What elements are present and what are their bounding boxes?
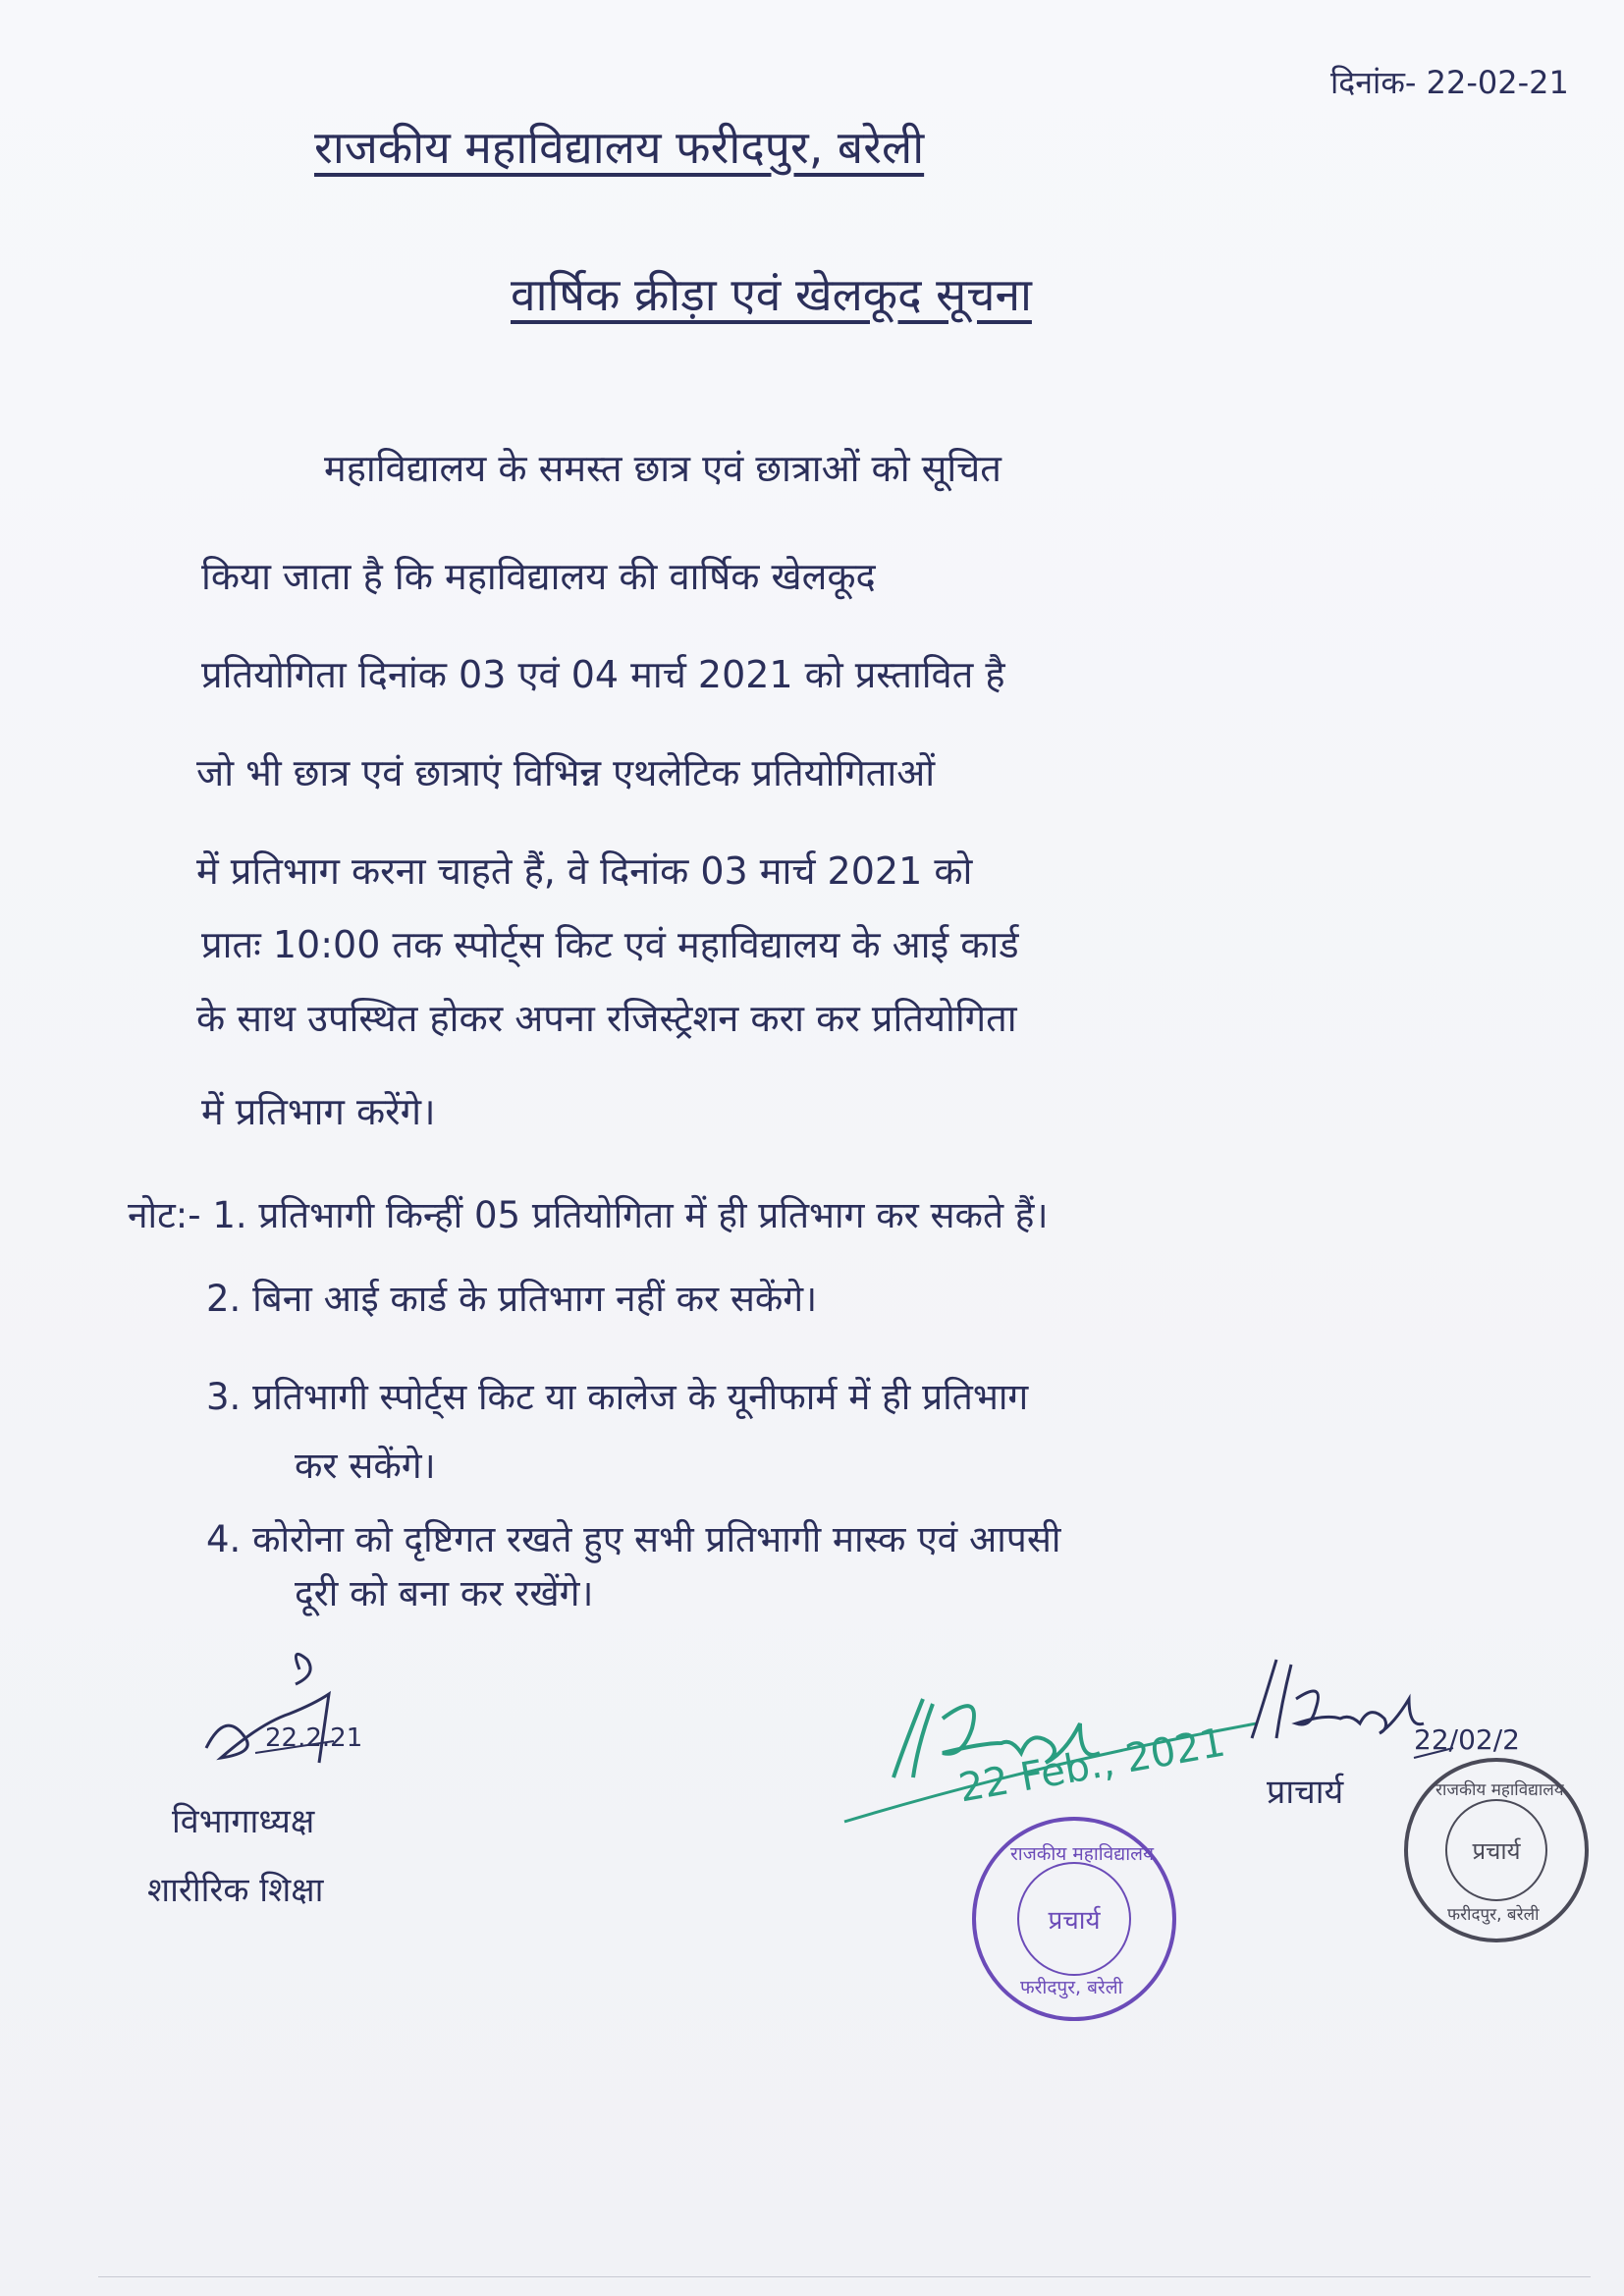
body-line: महाविद्यालय के समस्त छात्र एवं छात्राओं को सूचित xyxy=(324,447,1001,490)
college-title: राजकीय महाविद्यालय फरीदपुर, बरेली xyxy=(314,121,925,174)
hod-designation: विभागाध्यक्ष xyxy=(172,1802,315,1841)
notice-date: दिनांक- 22-02-21 xyxy=(1330,64,1569,101)
college-stamp-grey xyxy=(1404,1758,1589,1942)
principal-sign-date: 22 Feb., 2021 xyxy=(955,1720,1229,1812)
body-line: में प्रतिभाग करेंगे। xyxy=(201,1090,436,1133)
note-item: 3. प्रतिभागी स्पोर्ट्स किट या कालेज के यूनीफार्म में ही प्रतिभाग xyxy=(206,1376,1029,1418)
body-line: किया जाता है कि महाविद्यालय की वार्षिक खेलकूद xyxy=(201,555,876,598)
note-item-continued: दूरी को बना कर रखेंगे। xyxy=(295,1572,594,1614)
principal-sign-date: 22/02/2 xyxy=(1414,1723,1520,1756)
body-line: प्रतियोगिता दिनांक 03 एवं 04 मार्च 2021 को प्रस्तावित है xyxy=(201,653,1005,696)
page-bottom-rule xyxy=(98,2276,1591,2277)
note-text: 1. प्रतिभागी किन्हीं 05 प्रतियोगिता में ही प्रतिभाग कर सकते हैं। xyxy=(212,1194,1049,1236)
stamp-center: प्रचार्य xyxy=(1017,1862,1131,1976)
hod-signature xyxy=(187,1640,442,1777)
note-item: 4. कोरोना को दृष्टिगत रखते हुए सभी प्रतिभागी मास्क एवं आपसी xyxy=(206,1518,1061,1560)
college-stamp-purple xyxy=(972,1817,1176,2021)
note-label: नोट:- xyxy=(128,1194,201,1236)
body-line: प्रातः 10:00 तक स्पोर्ट्स किट एवं महाविद्यालय के आई कार्ड xyxy=(201,923,1019,966)
principal-designation: प्राचार्य xyxy=(1267,1773,1344,1812)
stamp-top-text: राजकीय महाविद्यालय xyxy=(1435,1780,1564,1800)
body-line: में प्रतिभाग करना चाहते हैं, वे दिनांक 03 मार्च 2021 को xyxy=(196,849,973,893)
hod-signature-date: 22.2.21 xyxy=(265,1723,363,1753)
note-item-continued: कर सकेंगे। xyxy=(295,1445,436,1487)
note-item xyxy=(128,1188,1048,1238)
stamp-center: प्रचार्य xyxy=(1445,1799,1547,1901)
notice-subject: वार्षिक क्रीड़ा एवं खेलकूद सूचना xyxy=(511,268,1032,321)
note-item: 2. बिना आई कार्ड के प्रतिभाग नहीं कर सकेंगे। xyxy=(206,1278,818,1320)
body-line: जो भी छात्र एवं छात्राएं विभिन्न एथलेटिक प्रतियोगिताओं xyxy=(196,751,936,794)
stamp-bottom-text: फरीदपुर, बरेली xyxy=(1447,1905,1540,1925)
stamp-top-text: राजकीय महाविद्यालय xyxy=(1010,1843,1155,1865)
hod-department: शारीरिक शिक्षा xyxy=(147,1871,324,1910)
stamp-bottom-text: फरीदपुर, बरेली xyxy=(1020,1977,1123,1998)
body-line: के साथ उपस्थित होकर अपना रजिस्ट्रेशन करा कर प्रतियोगिता xyxy=(196,997,1017,1040)
